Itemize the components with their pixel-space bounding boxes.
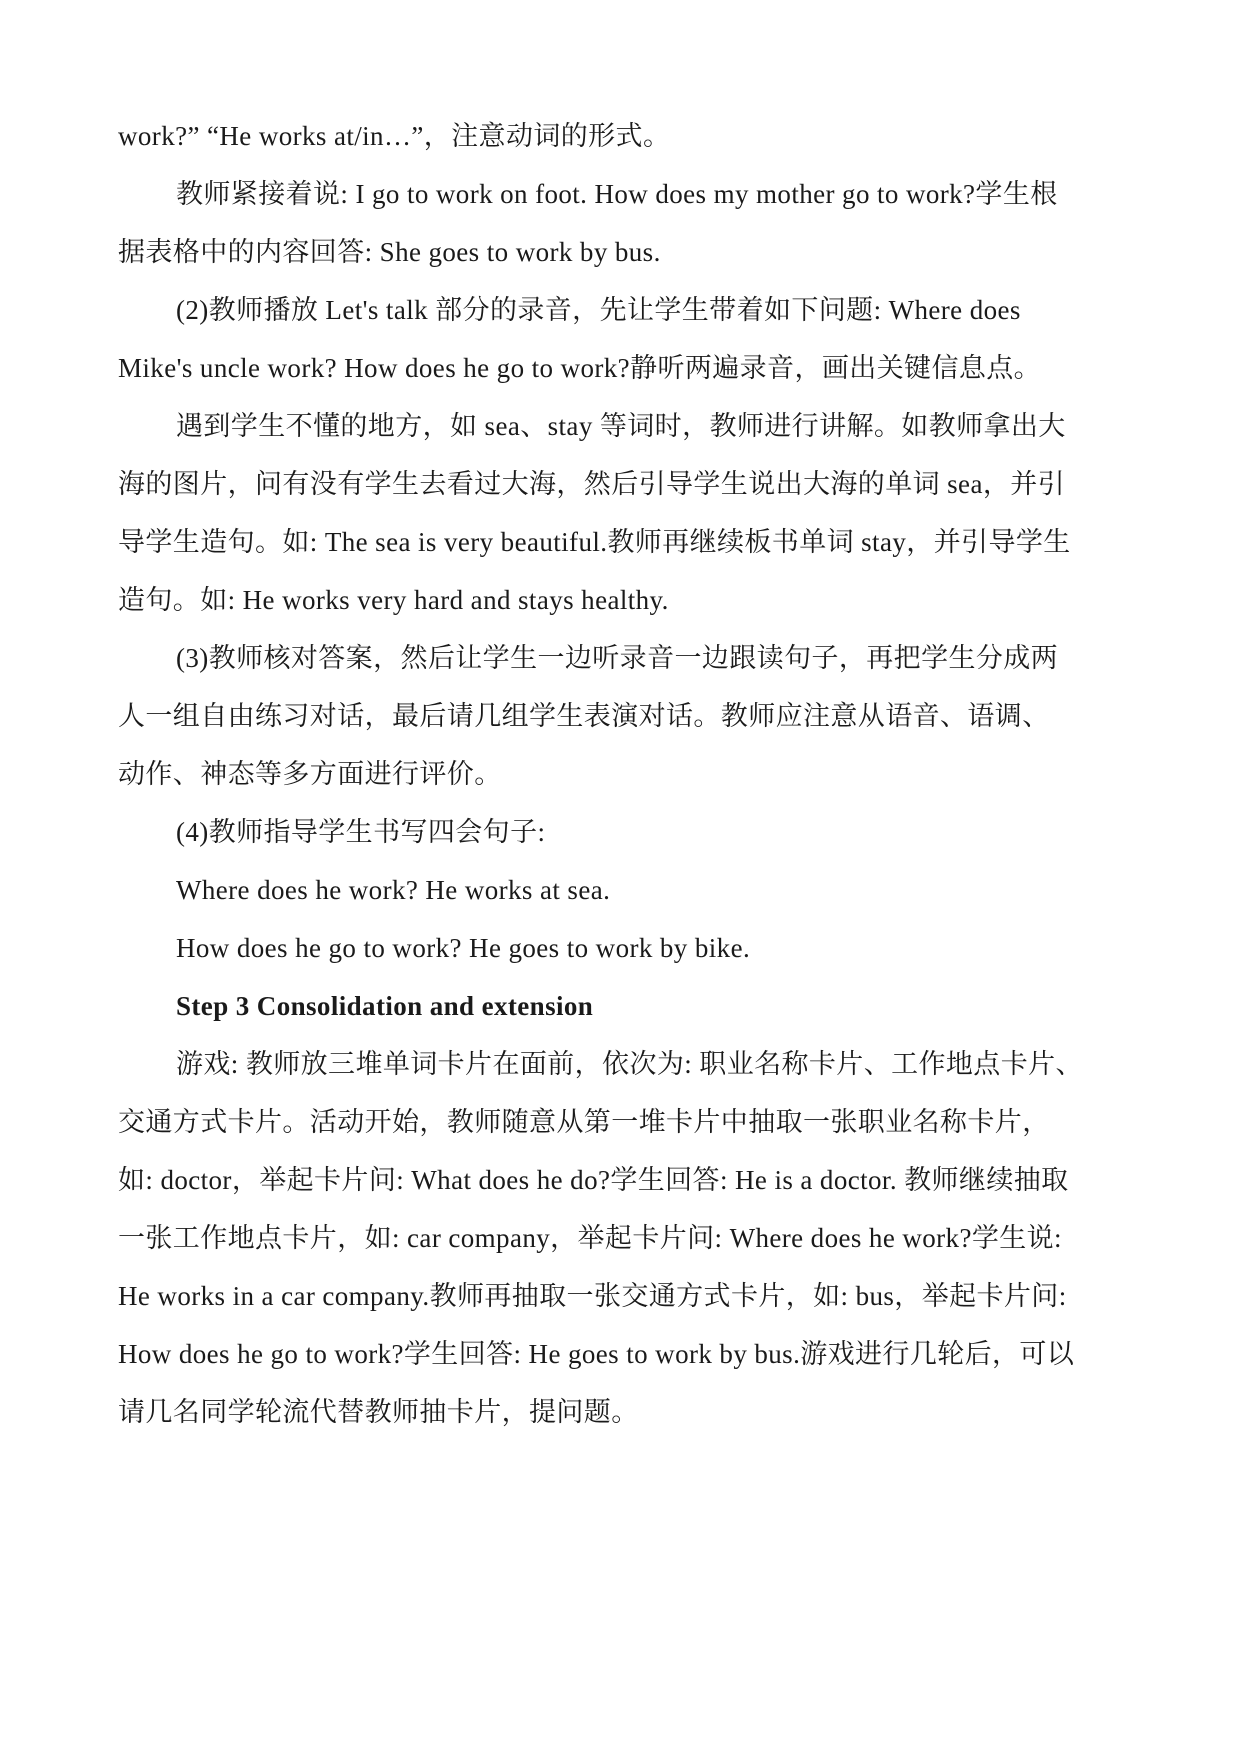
text-line-11: 人一组自由练习对话，最后请几组学生表演对话。教师应注意从语音、语调、 [118, 701, 1050, 731]
text-line-23: 请几名同学轮流代替教师抽卡片，提问题。 [118, 1397, 639, 1427]
text-line-18: 交通方式卡片。活动开始，教师随意从第一堆卡片中抽取一张职业名称卡片， [118, 1107, 1050, 1137]
text-line-20: 一张工作地点卡片，如: car company，举起卡片问: Where does he work?学生说: [118, 1223, 1062, 1253]
text-line-6: 遇到学生不懂的地方，如 sea、stay 等词时，教师进行讲解。如教师拿出大 [176, 411, 1066, 441]
text-line-5: Mike's uncle work? How does he go to work?静听两遍录音，画出关键信息点。 [118, 353, 1042, 383]
section-heading-step-3: Step 3 Consolidation and extension [176, 991, 594, 1021]
text-line-12: 动作、神态等多方面进行评价。 [118, 759, 502, 789]
text-line-17: 游戏: 教师放三堆单词卡片在面前，依次为: 职业名称卡片、工作地点卡片、 [176, 1049, 1083, 1079]
text-line-9: 造句。如: He works very hard and stays healthy. [118, 585, 669, 615]
text-line-8: 导学生造句。如: The sea is very beautiful.教师再继续板书单词 stay，并引导学生 [118, 527, 1071, 557]
text-line-14: Where does he work? He works at sea. [176, 875, 611, 905]
text-line-7: 海的图片，问有没有学生去看过大海，然后引导学生说出大海的单词 sea，并引 [118, 469, 1066, 499]
text-line-4: (2)教师播放 Let's talk 部分的录音，先让学生带着如下问题: Where does [176, 295, 1021, 325]
text-line-15: How does he go to work? He goes to work by bike. [176, 933, 751, 963]
text-line-3: 据表格中的内容回答: She goes to work by bus. [118, 237, 661, 267]
text-line-19: 如: doctor，举起卡片问: What does he do?学生回答: He is a doctor. 教师继续抽取 [118, 1165, 1069, 1195]
text-line-13: (4)教师指导学生书写四会句子: [176, 817, 546, 847]
text-line-1: work?” “He works at/in…”，注意动词的形式。 [118, 121, 671, 151]
text-line-21: He works in a car company.教师再抽取一张交通方式卡片，如: bus，举起卡片问: [118, 1281, 1067, 1311]
text-line-22: How does he go to work?学生回答: He goes to work by bus.游戏进行几轮后，可以 [118, 1339, 1075, 1369]
text-line-10: (3)教师核对答案，然后让学生一边听录音一边跟读句子，再把学生分成两 [176, 643, 1059, 673]
text-line-2: 教师紧接着说: I go to work on foot. How does my mother go to work?学生根 [176, 179, 1058, 209]
